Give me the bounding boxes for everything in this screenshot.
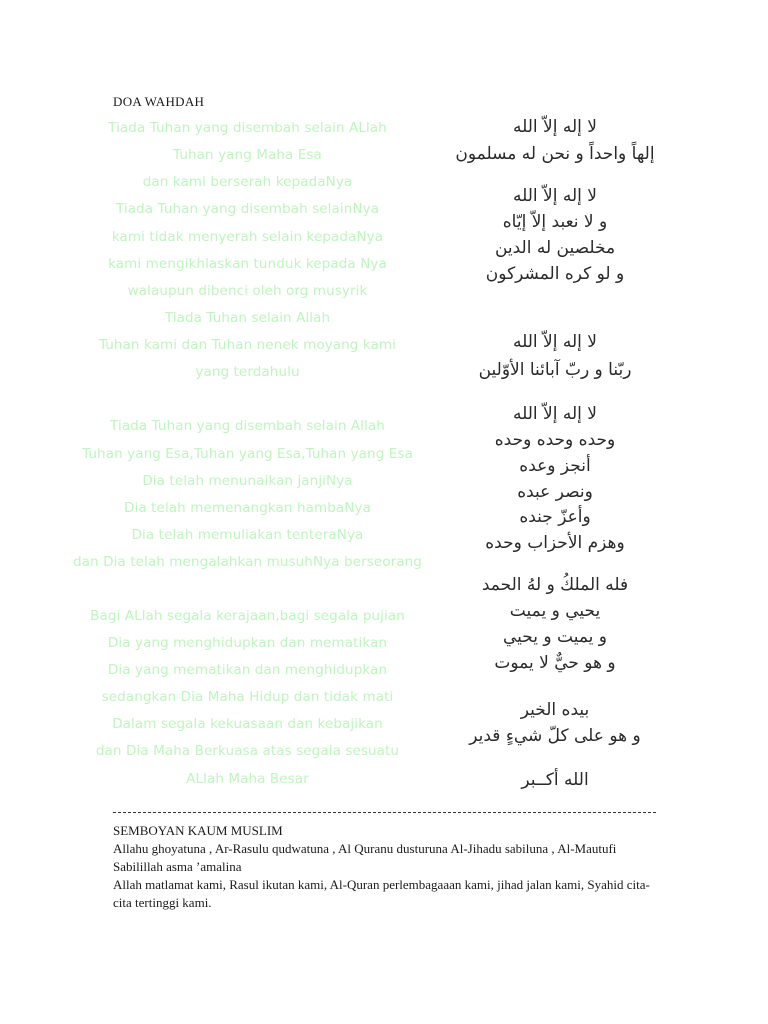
arabic-line: لا إله إلاّ الله xyxy=(513,404,597,424)
arabic-line: يحيي و يميت xyxy=(509,601,601,621)
latin-line: Dia telah memuliakan tenteraNya xyxy=(131,527,364,543)
arabic-line: و لو كره المشركون xyxy=(485,264,625,284)
arabic-line: و يميت و يحيي xyxy=(502,627,608,647)
arabic-line: و هو حيٌّ لا يموت xyxy=(494,653,616,673)
section-divider xyxy=(113,812,656,813)
latin-line: sedangkan Dia Maha Hidup dan tidak mati xyxy=(101,689,394,705)
latin-line: Tuhan kami dan Tuhan nenek moyang kami xyxy=(98,337,397,353)
latin-line: Dia telah memenangkan hambaNya xyxy=(124,500,371,516)
latin-line: Tuhan yang Maha Esa xyxy=(173,147,322,163)
semboyan-title: SEMBOYAN KAUM MUSLIM xyxy=(113,823,283,838)
latin-line: Dia yang mematikan dan menghidupkan xyxy=(107,662,388,678)
latin-line: Dia telah menunaikan janjiNya xyxy=(142,473,353,489)
latin-line: dan Dia telah mengalahkan musuhNya berseorang xyxy=(73,554,422,570)
latin-line: kami mengikhlaskan tunduk kepada Nya xyxy=(108,256,387,272)
arabic-line: مخلصين له الدين xyxy=(494,238,616,258)
latin-line: Dia yang menghidupkan dan mematikan xyxy=(107,635,388,651)
latin-line: dan Dia Maha Berkuasa atas segala sesuatu xyxy=(95,743,400,759)
arabic-line: و هو على كلّ شيءٍ قدير xyxy=(469,726,641,746)
arabic-line: بيده الخير xyxy=(520,700,590,720)
arabic-line: وهزم الأحزاب وحده xyxy=(485,533,625,553)
semboyan-translation: Allah matlamat kami, Rasul ikutan kami, Al-Quran perlembagaaan kami, jihad jalan kami, Syahid cita-cita tertinggi kami. xyxy=(113,877,650,910)
latin-line: Tiada Tuhan yang disembah selain ALlah xyxy=(108,120,387,136)
semboyan-transliteration: Allahu ghoyatuna , Ar-Rasulu qudwatuna , Al Quranu dusturuna Al-Jihadu sabiluna , Al-Mautufi Sabilillah asma ’amalina xyxy=(113,841,617,874)
latin-line: kami tidak menyerah selain kepadaNya xyxy=(111,229,384,245)
latin-line: walaupun dibenci oleh org musyrik xyxy=(127,283,368,299)
latin-line: ALlah Maha Besar xyxy=(186,771,309,787)
arabic-line: ربّنا و ربّ آبائنا الأوّلين xyxy=(478,360,632,380)
latin-line: Tiada Tuhan yang disembah selainNya xyxy=(115,201,380,217)
latin-line: Tuhan yang Esa,Tuhan yang Esa,Tuhan yang Esa xyxy=(82,446,413,462)
arabic-line: لا إله إلاّ الله xyxy=(513,117,597,137)
arabic-line: إلهاً واحداً و نحن له مسلمون xyxy=(455,144,655,164)
latin-line: Tiada Tuhan selain Allah xyxy=(164,310,331,326)
arabic-line: لا إله إلاّ الله xyxy=(513,186,597,206)
arabic-line: أنجز وعده xyxy=(519,456,591,476)
latin-line: Bagi ALlah segala kerajaan,bagi segala pujian xyxy=(90,608,405,624)
arabic-line: فله الملكُ و لهُ الحمد xyxy=(481,575,629,595)
latin-line: Tiada Tuhan yang disembah selain Allah xyxy=(110,418,385,434)
arabic-line: و لا نعبد إلاّ إيّاه xyxy=(502,212,608,232)
arabic-line: وحده وحده وحده xyxy=(494,430,616,450)
arabic-line: الله أكــبر xyxy=(521,770,589,790)
arabic-line: لا إله إلاّ الله xyxy=(513,332,597,352)
latin-line: Dalam segala kekuasaan dan kebajikan xyxy=(112,716,383,732)
arabic-line: ونصر عبده xyxy=(517,482,593,502)
latin-line: yang terdahulu xyxy=(195,364,300,380)
latin-line: dan kami berserah kepadaNya xyxy=(142,174,353,190)
doc-title: DOA WAHDAH xyxy=(113,94,205,109)
semboyan-section xyxy=(113,822,658,912)
arabic-line: وأعزّ جنده xyxy=(519,507,591,527)
